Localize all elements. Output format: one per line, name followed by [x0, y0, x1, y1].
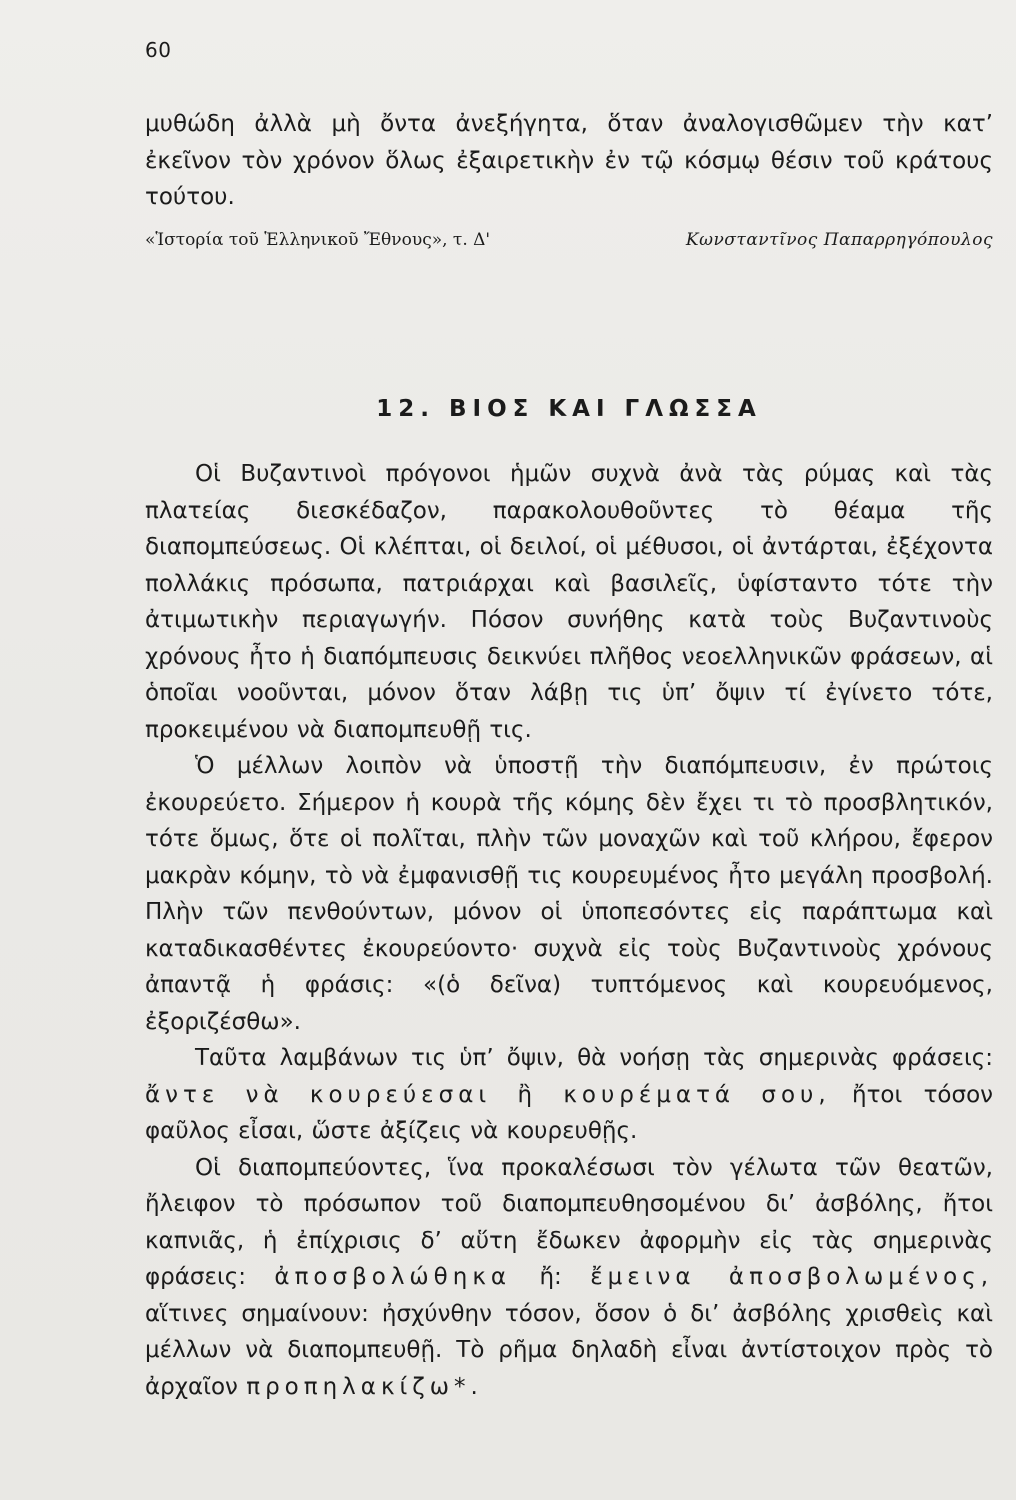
paragraph-3-end: ἤτοι τόσον φαῦλος εἶσαι, ὥστε ἀξίζεις νὰ κουρευθῇς.	[145, 1081, 994, 1144]
paragraph-1: Οἱ Βυζαντινοὶ πρόγονοι ἡμῶν συχνὰ ἀνὰ τὰς ρύμας καὶ τὰς πλατείας διεσκέδαζον, παρακολουθοῦντες τὸ θέαμα τῆς διαπομπεύσεως. Οἱ κλέπται, οἱ δειλοί, οἱ μέθυσοι, οἱ ἀντάρται, ἐξέχοντα πολλάκις πρόσωπα, πατριάρχαι καὶ βασιλεῖς, ὑφίσταντο τότε τὴν ἀτιμωτικὴν περιαγωγήν. Πόσον συνήθης κατὰ τοὺς Βυζαντινοὺς χρόνους ἦτο ἡ διαπόμπευσις δεικνύει πλῆθος νεοελληνικῶν φράσεων, αἱ ὁποῖαι νοοῦνται, μόνον ὅταν λάβῃ τις ὑπ’ ὄψιν τί ἐγίνετο τότε, προκειμένου νὰ διαπομπευθῇ τις.	[145, 461, 993, 743]
citation-source: «Ἱστορία τοῦ Ἑλληνικοῦ Ἔθνους», τ. Δ'	[145, 230, 491, 250]
citation	[145, 230, 993, 250]
paragraph-2: Ὁ μέλλων λοιπὸν νὰ ὑποστῇ τὴν διαπόμπευσιν, ἐν πρώτοις ἐκουρεύετο. Σήμερον ἡ κουρὰ τῆς κόμης δὲν ἔχει τι τὸ προσβλητικόν, τότε ὅμως, ὅτε οἱ πολῖται, πλὴν τῶν μοναχῶν καὶ τοῦ κλήρου, ἔφερον μακρὰν κόμην, τὸ νὰ ἐμφανισθῇ τις κουρευμένος ἦτο μεγάλη προσβολή. Πλὴν τῶν πενθούντων, μόνον οἱ ὑποπεσόντες εἰς παράπτωμα καὶ καταδικασθέντες ἐκουρεύοντο· συχνὰ εἰς τοὺς Βυζαντινοὺς χρόνους ἀπαντᾷ ἡ φράσις: «(ὁ δεῖνα) τυπτόμενος καὶ κουρευόμενος, ἐξοριζέσθω».	[145, 753, 993, 1035]
paragraph-4-or: ἤ:	[539, 1264, 562, 1290]
citation-author: Κωνσταντῖνος Παπαρρηγόπουλος	[685, 230, 993, 250]
paragraph-3-start: Ταῦτα λαμβάνων τις ὑπ’ ὄψιν, θὰ νοήσῃ τὰς σημερινὰς φράσεις:	[195, 1045, 993, 1071]
paragraph-3	[145, 1040, 993, 1150]
spaced-phrase: ἔμεινα ἀποσβολωμένος,	[590, 1264, 994, 1290]
spaced-phrase: ἄντε νὰ κουρεύεσαι ἢ κουρέματά σου,	[145, 1081, 831, 1108]
page-number: 60	[145, 38, 172, 62]
paragraph-4-mid: αἵτινες σημαίνουν: ἠσχύνθην τόσον, ὅσον ὁ δι’ ἀσβόλης χρισθεὶς καὶ μέλλων νὰ διαπομπευθῇ. Τὸ ρῆμα δηλαδὴ εἶναι ἀντίστοιχον πρὸς τὸ ἀρχαῖον	[145, 1300, 993, 1400]
intro-text	[145, 106, 993, 216]
section-heading: 12. ΒΙΟΣ ΚΑΙ ΓΛΩΣΣΑ	[376, 396, 762, 422]
paragraph-4	[145, 1150, 993, 1406]
spaced-phrase: ἀποσβολώθηκα	[274, 1264, 512, 1290]
paragraph-4-start: Οἱ διαπομπεύοντες, ἵνα προκαλέσωσι τὸν γέλωτα τῶν θεατῶν, ἤλειφον τὸ πρόσωπον τοῦ διαπομπευθησομένου δι’ ἀσβόλης, ἤτοι καπνιᾶς, ἡ ἐπίχρισις δ’ αὕτη ἔδωκεν ἀφορμὴν εἰς τὰς σημερινὰς φράσεις:	[145, 1154, 993, 1290]
intro-paragraph: μυθώδη ἀλλὰ μὴ ὄντα ἀνεξήγητα, ὅταν ἀναλογισθῶμεν τὴν κατ’ ἐκεῖνον τὸν χρόνον ὅλως ἐξαιρετικὴν ἐν τῷ κόσμῳ θέσιν τοῦ κράτους τούτου.	[145, 111, 993, 210]
spaced-phrase: προπηλακίζω*.	[246, 1373, 483, 1400]
section-body	[145, 456, 993, 1405]
